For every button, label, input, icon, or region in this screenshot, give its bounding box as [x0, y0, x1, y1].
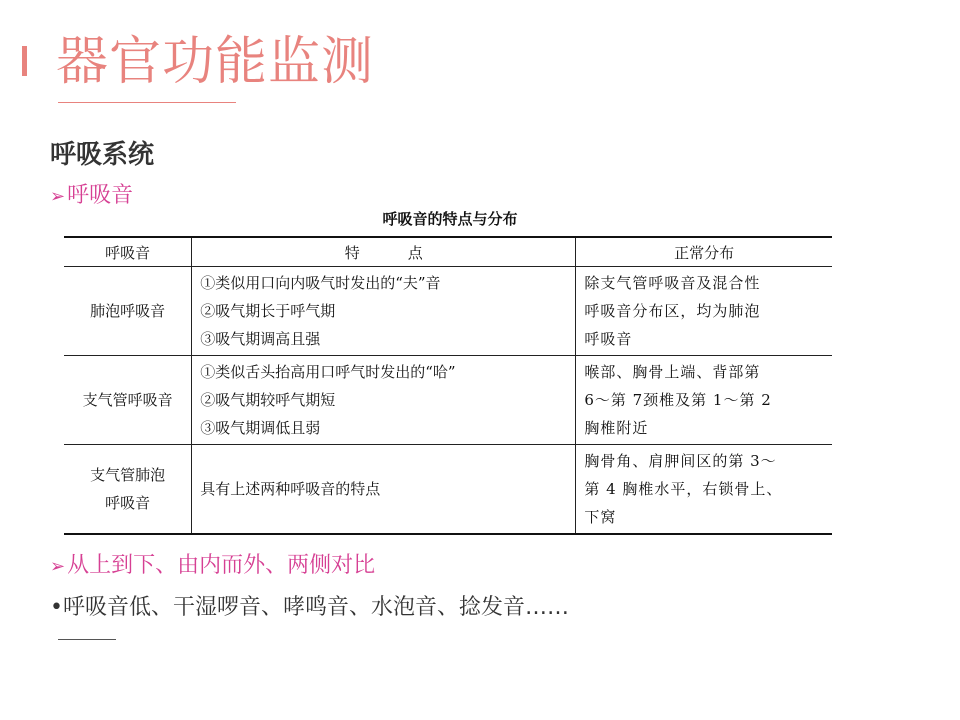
cell-name: 支气管呼吸音	[64, 356, 192, 445]
cell-distribution	[576, 356, 832, 445]
feature-line: ②吸气期较呼气期短	[200, 391, 336, 409]
table-row	[64, 267, 832, 356]
bullet-exam-order	[50, 548, 375, 579]
cell-distribution	[576, 445, 832, 535]
bullet-text: 呼吸音	[67, 183, 134, 208]
cell-features	[192, 445, 576, 535]
distribution-line: 6～第 7颈椎及第 1～第 2	[584, 391, 772, 409]
cell-name: 肺泡呼吸音	[64, 267, 192, 356]
bullet-breath-sounds	[50, 178, 133, 209]
table-caption: 呼吸音的特点与分布	[382, 210, 518, 228]
header-cell-features: 特点	[192, 237, 576, 267]
distribution-line: 呼吸音	[584, 330, 633, 348]
bullet-text: 从上到下、由内而外、两侧对比	[67, 553, 376, 578]
distribution-line: 胸椎附近	[584, 419, 649, 437]
cell-name	[64, 445, 192, 535]
feature-line: ①类似舌头抬高用口呼气时发出的“哈”	[200, 363, 456, 381]
title-underline	[58, 102, 236, 103]
table-row	[64, 356, 832, 445]
arrow-bullet-icon: ➢	[50, 556, 66, 577]
breath-sounds-table	[64, 236, 832, 535]
abnormal-sounds-line: •呼吸音低、干湿啰音、哮鸣音、水泡音、捻发音……	[50, 595, 569, 620]
distribution-line: 胸骨角、肩胛间区的第 3～	[584, 452, 777, 470]
title-accent-bar	[22, 46, 27, 76]
distribution-line: 下窝	[584, 508, 617, 526]
distribution-line: 喉部、胸骨上端、背部第	[584, 363, 761, 381]
page-title: 器官功能监测	[56, 32, 375, 92]
feature-line: ①类似用口向内吸气时发出的“夫”音	[200, 274, 441, 292]
feature-line: ③吸气期调低且弱	[200, 419, 321, 437]
arrow-bullet-icon: ➢	[50, 186, 66, 207]
feature-line: 具有上述两种呼吸音的特点	[200, 480, 381, 498]
feature-line: ②吸气期长于呼气期	[200, 302, 336, 320]
header-cell-name: 呼吸音	[64, 237, 192, 267]
cell-distribution	[576, 267, 832, 356]
distribution-line: 第 4 胸椎水平，右锁骨上、	[584, 480, 783, 498]
distribution-line: 除支气管呼吸音及混合性	[584, 274, 761, 292]
footer-divider	[58, 639, 116, 640]
cell-features	[192, 356, 576, 445]
name-line: 呼吸音	[105, 494, 151, 512]
section-subtitle: 呼吸系统	[50, 140, 155, 170]
distribution-line: 呼吸音分布区，均为肺泡	[584, 302, 761, 320]
name-line: 支气管肺泡	[90, 466, 166, 484]
cell-features	[192, 267, 576, 356]
feature-line: ③吸气期调高且强	[200, 330, 321, 348]
header-cell-distribution: 正常分布	[576, 237, 832, 267]
table-row	[64, 445, 832, 535]
table-header-row	[64, 237, 832, 267]
